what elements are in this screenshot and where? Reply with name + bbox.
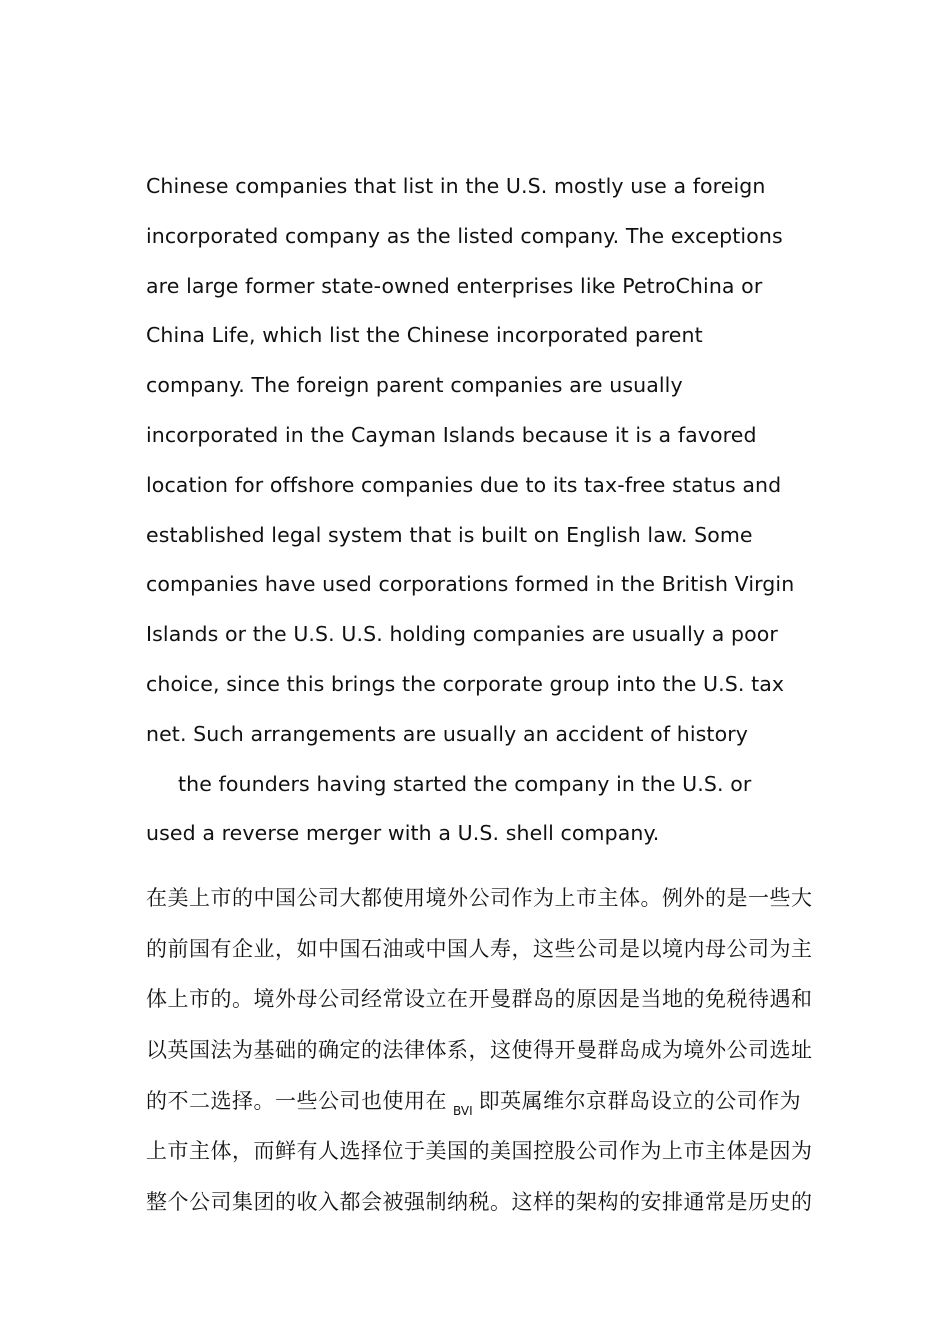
english-line: Chinese companies that list in the U.S. mostly use a foreign — [146, 174, 766, 198]
english-line: location for offshore companies due to its tax-free status and — [146, 472, 782, 497]
bvi-subscript: BVI — [453, 1103, 473, 1118]
english-line: are large former state-owned enterprises like PetroChina or — [146, 273, 763, 298]
chinese-line: 以英国法为基础的确定的法律体系，这使得开曼群岛成为境外公司选址 — [146, 1038, 813, 1063]
chinese-line: 体上市的。境外母公司经常设立在开曼群岛的原因是当地的免税待遇和 — [146, 987, 813, 1012]
english-line-indented: the founders having started the company in the U.S. or — [178, 771, 752, 796]
chinese-line: 的前国有企业，如中国石油或中国人寿，这些公司是以境内母公司为主 — [146, 936, 813, 961]
english-line: companies have used corporations formed in the British Virgin — [146, 572, 795, 597]
chinese-paragraph — [146, 873, 826, 1228]
chinese-line-with-bvi — [146, 1076, 826, 1127]
english-line: net. Such arrangements are usually an accident of history — [146, 721, 748, 746]
chinese-line: 上市主体，而鲜有人选择位于美国的美国控股公司作为上市主体是因为 — [146, 1139, 813, 1164]
english-line: company. The foreign parent companies are usually — [146, 373, 683, 398]
chinese-line: 整个公司集团的收入都会被强制纳税。这样的架构的安排通常是历史的 — [146, 1190, 813, 1215]
english-line: choice, since this brings the corporate group into the U.S. tax — [146, 671, 785, 696]
chinese-text-segment: 的不二选择。一些公司也使用在 — [146, 1088, 447, 1113]
english-line: used a reverse merger with a U.S. shell company. — [146, 821, 660, 846]
chinese-text-segment: 即英属维尔京群岛设立的公司作为 — [478, 1088, 802, 1113]
english-line: incorporated in the Cayman Islands because it is a favored — [146, 422, 757, 447]
english-paragraph — [146, 162, 826, 859]
chinese-line: 在美上市的中国公司大都使用境外公司作为上市主体。例外的是一些大 — [146, 886, 813, 910]
english-line: Islands or the U.S. U.S. holding companies are usually a poor — [146, 622, 778, 647]
english-line: China Life, which list the Chinese incorporated parent — [146, 323, 703, 348]
english-line: established legal system that is built on English law. Some — [146, 522, 753, 547]
english-line: incorporated company as the listed company. The exceptions — [146, 223, 783, 248]
